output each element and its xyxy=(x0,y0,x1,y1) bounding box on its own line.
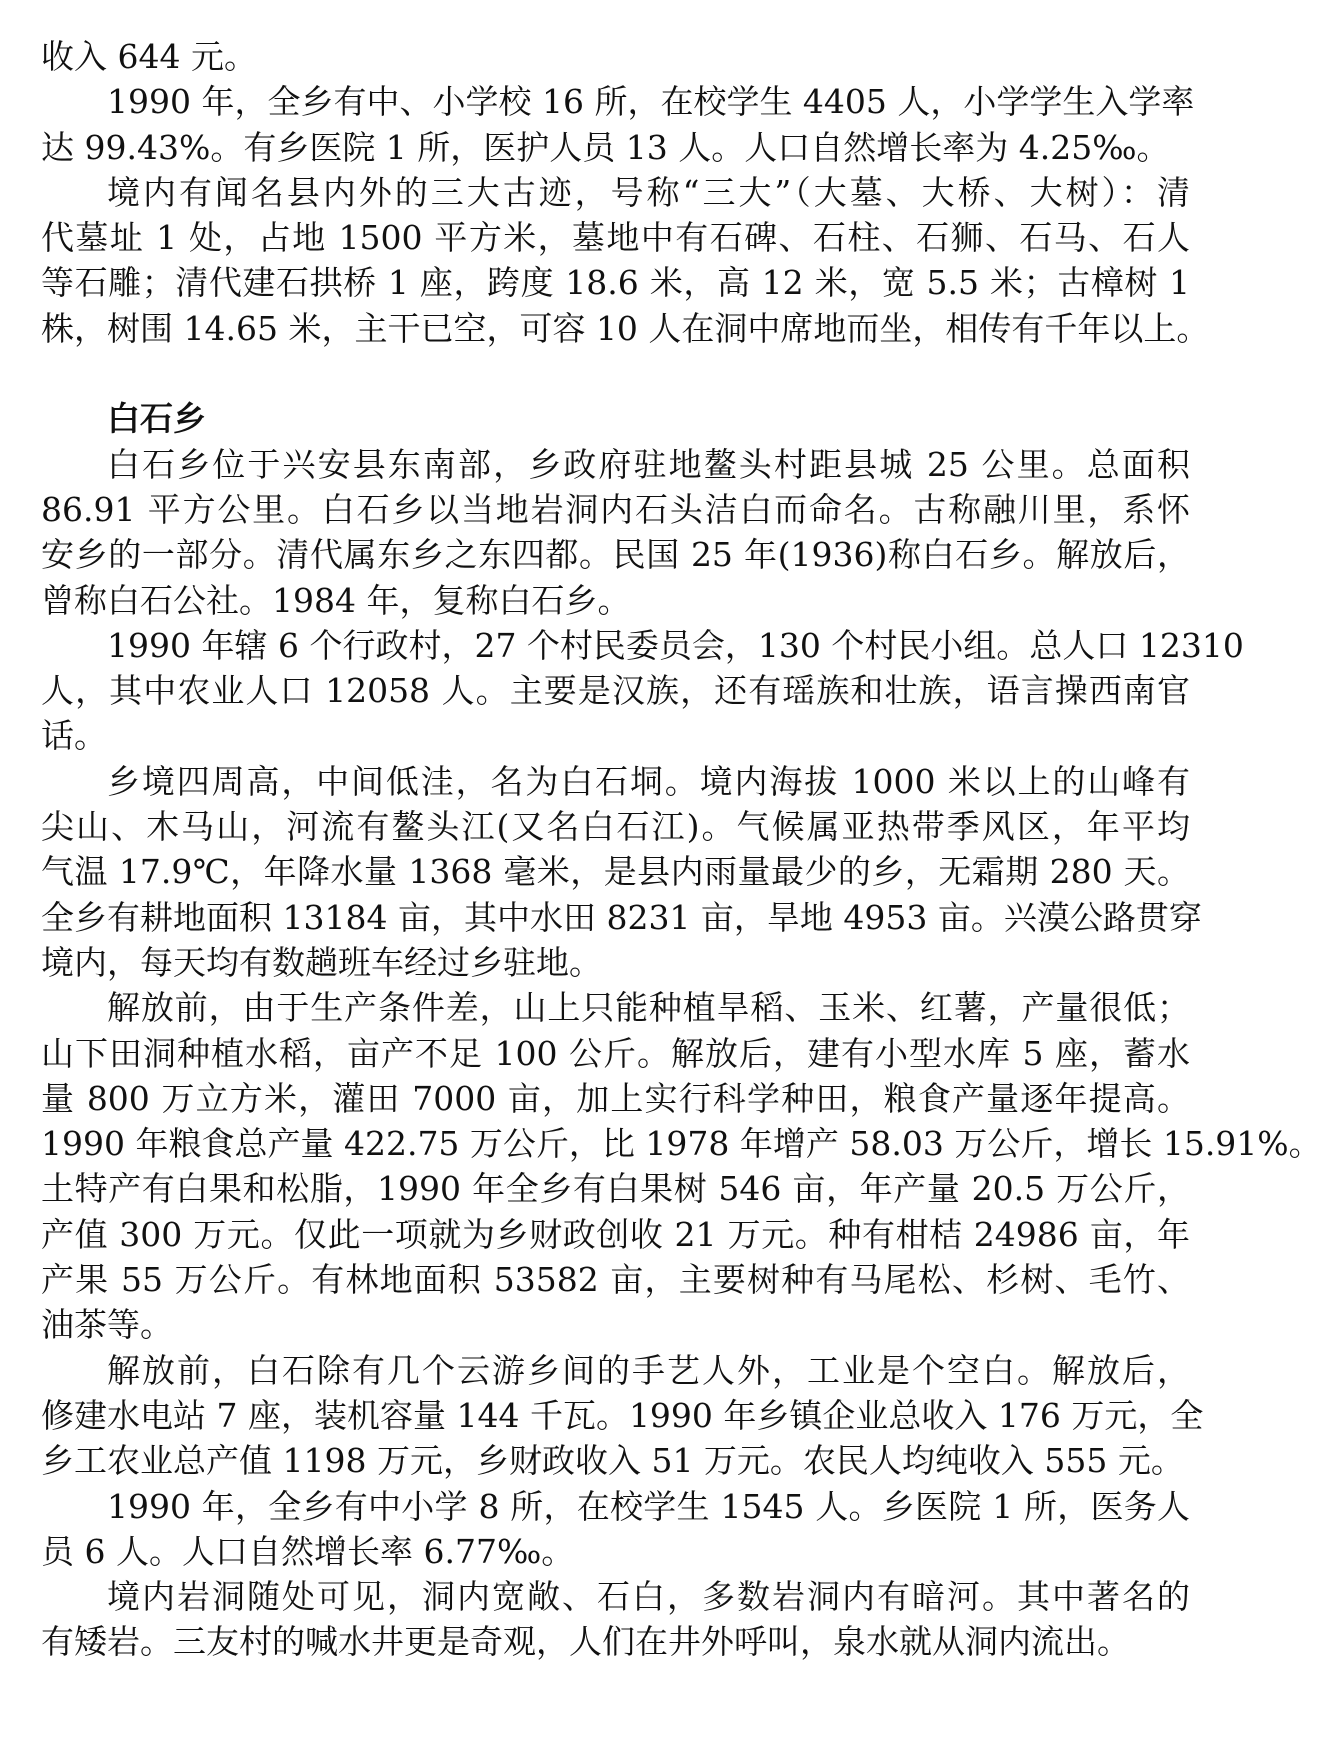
text-line: 话。 xyxy=(41,716,107,756)
text-line: 产果 55 万公斤。有林地面积 53582 亩，主要树种有马尾松、杉树、毛竹、 xyxy=(41,1260,1190,1300)
text-line: 山下田洞种植水稻，亩产不足 100 公斤。解放后，建有小型水库 5 座，蓄水 xyxy=(41,1033,1190,1073)
text-line: 全乡有耕地面积 13184 亩，其中水田 8231 亩，旱地 4953 亩。兴漠公路贯穿 xyxy=(41,897,1202,937)
paragraph xyxy=(41,34,1190,79)
text-line: 86.91 平方公里。白石乡以当地岩洞内石头洁白而命名。古称融川里，系怀 xyxy=(41,489,1190,529)
document-page xyxy=(41,34,1322,1665)
paragraph xyxy=(41,759,1202,985)
text-line: 境内岩洞随处可见，洞内宽敞、石白，多数岩洞内有暗河。其中著名的 xyxy=(107,1577,1190,1617)
text-line: 曾称白石公社。1984 年，复称白石乡。 xyxy=(41,580,631,620)
text-line: 解放前，由于生产条件差，山上只能种植旱稻、玉米、红薯，产量很低； xyxy=(107,988,1190,1028)
text-line: 代墓址 1 处，占地 1500 平方米，墓地中有石碑、石柱、石狮、石马、石人 xyxy=(41,218,1190,258)
text-line: 产值 300 万元。仅此一项就为乡财政创收 21 万元。种有柑桔 24986 亩，年 xyxy=(41,1214,1190,1254)
text-line: 员 6 人。人口自然增长率 6.77‰。 xyxy=(41,1531,575,1571)
text-line: 境内有闻名县内外的三大古迹，号称“三大”（大墓、大桥、大树）：清 xyxy=(107,172,1190,212)
text-line: 境内，每天均有数趟班车经过乡驻地。 xyxy=(41,942,602,982)
text-line: 有矮岩。三友村的喊水井更是奇观，人们在井外呼叫，泉水就从洞内流出。 xyxy=(41,1622,1130,1662)
text-line: 安乡的一部分。清代属东乡之东四都。民国 25 年(1936)称白石乡。解放后， xyxy=(41,535,1190,575)
paragraph xyxy=(41,442,1190,623)
text-line: 乡工农业总产值 1198 万元，乡财政收入 51 万元。农民人均纯收入 555 元。 xyxy=(41,1441,1184,1481)
text-line: 1990 年，全乡有中、小学校 16 所，在校学生 4405 人，小学学生入学率 xyxy=(107,82,1195,122)
paragraph-spacer xyxy=(41,351,1190,396)
text-line: 1990 年，全乡有中小学 8 所，在校学生 1545 人。乡医院 1 所，医务人 xyxy=(107,1486,1190,1526)
text-line: 乡境四周高，中间低洼，名为白石垌。境内海拔 1000 米以上的山峰有 xyxy=(107,761,1190,801)
text-line: 达 99.43%。有乡医院 1 所，医护人员 13 人。人口自然增长率为 4.25‰。 xyxy=(41,127,1170,167)
text-line: 解放前，白石除有几个云游乡间的手艺人外，工业是个空白。解放后， xyxy=(107,1350,1190,1390)
text-line: 修建水电站 7 座，装机容量 144 千瓦。1990 年乡镇企业总收入 176 万元，全 xyxy=(41,1395,1204,1435)
text-line: 尖山、木马山，河流有鳌头江(又名白石江)。气候属亚热带季风区，年平均 xyxy=(41,807,1190,847)
text-line: 等石雕；清代建石拱桥 1 座，跨度 18.6 米，高 12 米，宽 5.5 米；古樟树 1 xyxy=(41,263,1190,303)
text-line: 人，其中农业人口 12058 人。主要是汉族，还有瑶族和壮族，语言操西南官 xyxy=(41,671,1190,711)
text-line: 油茶等。 xyxy=(41,1305,173,1345)
text-line: 气温 17.9℃，年降水量 1368 毫米，是县内雨量最少的乡，无霜期 280 天。 xyxy=(41,852,1190,892)
text-line: 白石乡位于兴安县东南部，乡政府驻地鳌头村距县城 25 公里。总面积 xyxy=(107,444,1190,484)
text-line: 收入 644 元。 xyxy=(41,37,257,76)
paragraph xyxy=(41,1574,1190,1665)
paragraph xyxy=(41,1348,1204,1484)
paragraph xyxy=(41,170,1210,351)
text-line: 株，树围 14.65 米，主干已空，可容 10 人在洞中席地而坐，相传有千年以上。 xyxy=(41,308,1210,348)
text-line: 土特产有白果和松脂，1990 年全乡有白果树 546 亩，年产量 20.5 万公斤， xyxy=(41,1169,1190,1209)
paragraph xyxy=(41,1484,1190,1575)
section-heading: 白石乡 xyxy=(107,399,206,439)
paragraph xyxy=(41,623,1244,759)
text-line: 1990 年粮食总产量 422.75 万公斤，比 1978 年增产 58.03 万公斤，增长 15.91%。 xyxy=(41,1124,1322,1164)
text-line: 1990 年辖 6 个行政村，27 个村民委员会，130 个村民小组。总人口 12310 xyxy=(107,625,1244,665)
paragraph xyxy=(41,985,1322,1347)
text-line: 量 800 万立方米，灌田 7000 亩，加上实行科学种田，粮食产量逐年提高。 xyxy=(41,1078,1190,1118)
paragraph xyxy=(41,79,1195,170)
